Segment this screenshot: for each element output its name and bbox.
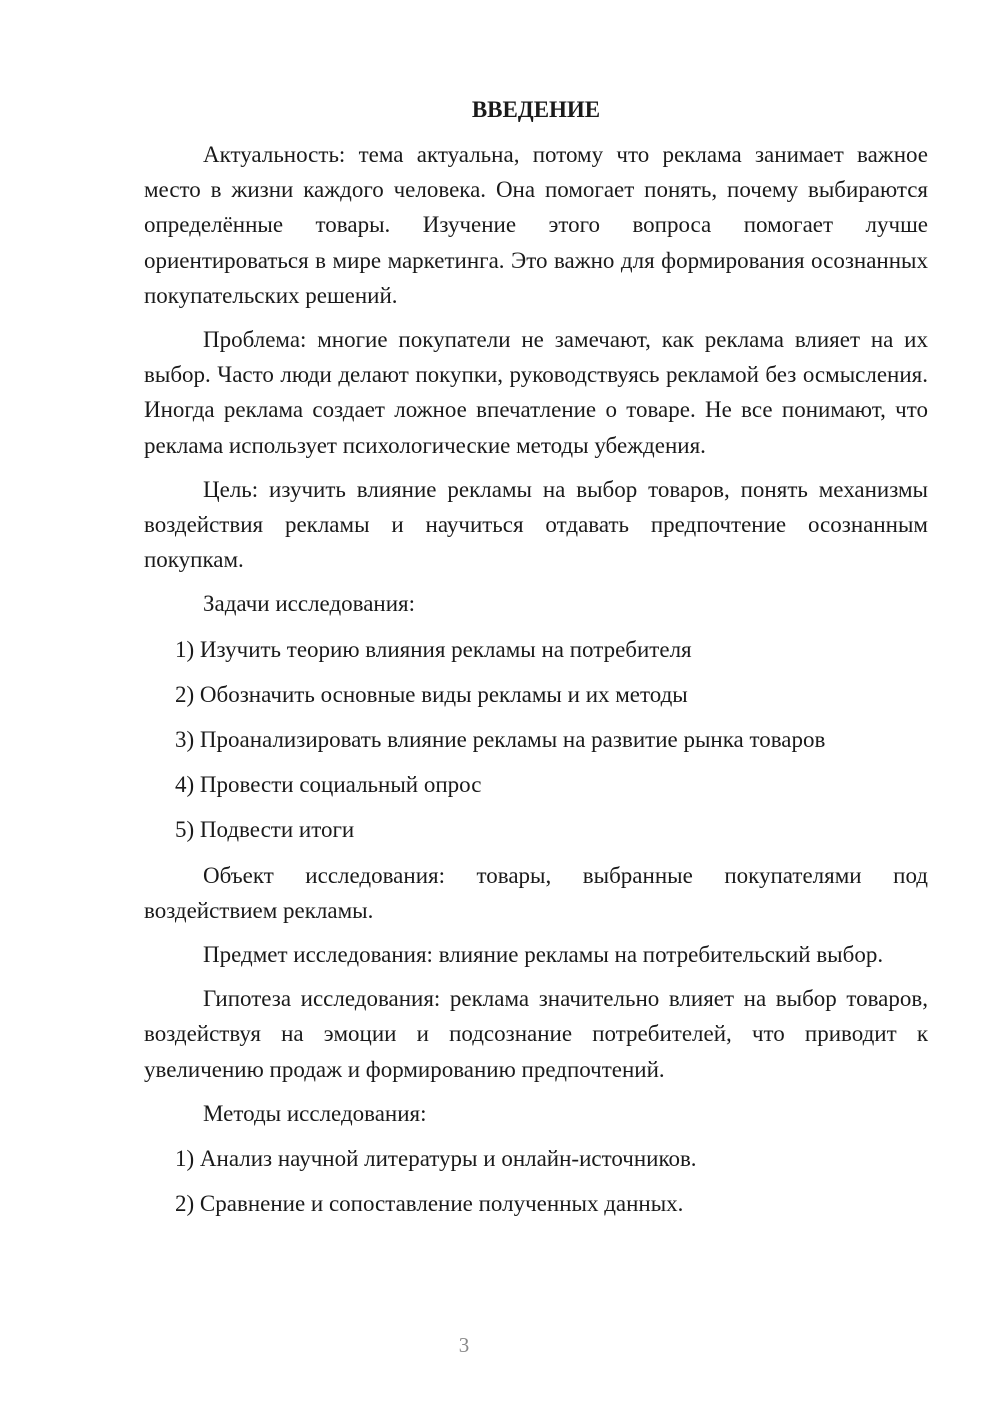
method-item-1: 1) Анализ научной литературы и онлайн-источников. [175,1146,697,1172]
page-content [144,95,928,1231]
method-item-2: 2) Сравнение и сопоставление полученных данных. [175,1191,684,1217]
hypothesis-paragraph: Гипотеза исследования: реклама значительно влияет на выбор товаров, воздействуя на эмоции и подсознание потребителей, что приводит к увеличению продаж и формированию предпочтений. [144,986,928,1082]
tasks-title: Задачи исследования: [203,591,416,617]
relevance-paragraph: Актуальность: тема актуальна, потому что реклама занимает важное место в жизни каждого человека. Она помогает понять, почему выбираются определённые товары. Изучение этого вопроса помогает лучше ориентироваться в мире маркетинга. Это важно для формирования осознанных покупательских решений. [144,142,928,308]
section-heading: ВВЕДЕНИЕ [471,97,601,122]
task-item-5: 5) Подвести итоги [175,817,355,843]
task-item-1: 1) Изучить теорию влияния рекламы на потребителя [175,636,692,662]
page-number: 3 [458,1333,470,1357]
task-item-4: 4) Провести социальный опрос [175,772,482,798]
object-paragraph: Объект исследования: товары, выбранные покупателями под воздействием рекламы. [144,862,928,923]
task-item-2: 2) Обозначить основные виды рекламы и их методы [175,681,688,707]
methods-title: Методы исследования: [203,1100,427,1126]
problem-paragraph: Проблема: многие покупатели не замечают, как реклама влияет на их выбор. Часто люди делают покупки, руководствуясь рекламой без осмысления. Иногда реклама создает ложное впечатление о товаре. Не все понимают, что реклама использует психологические методы убеждения. [144,327,928,458]
task-item-3: 3) Проанализировать влияние рекламы на развитие рынка товаров [175,727,826,753]
subject-paragraph: Предмет исследования: влияние рекламы на потребительский выбор. [203,942,884,968]
goal-paragraph: Цель: изучить влияние рекламы на выбор товаров, понять механизмы воздействия рекламы и научиться отдавать предпочтение осознанным покупкам. [144,476,928,573]
